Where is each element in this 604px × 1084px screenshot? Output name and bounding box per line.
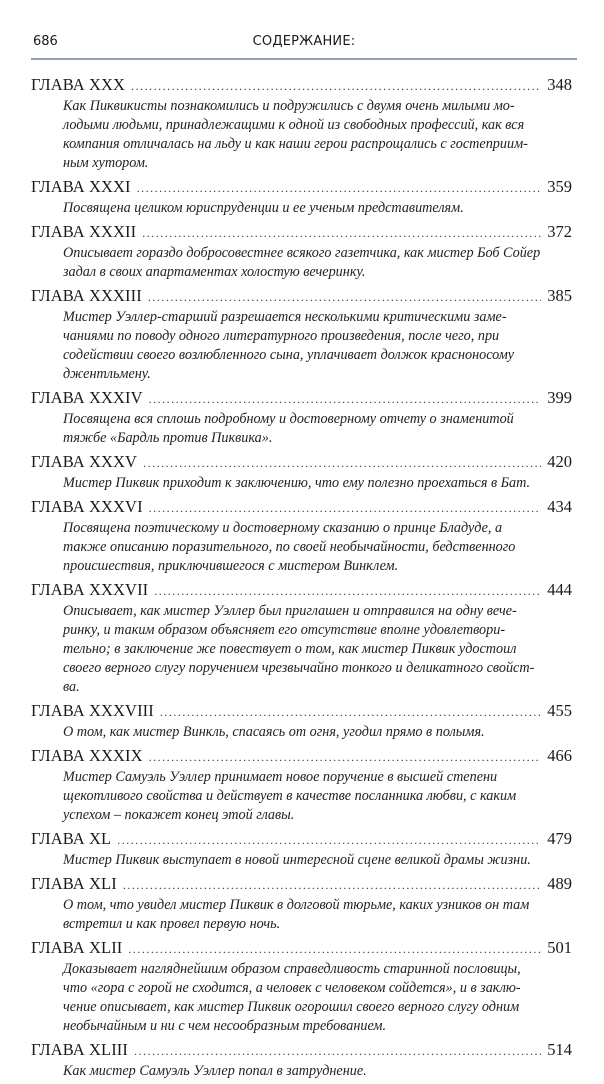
chapter-summary bbox=[63, 768, 532, 825]
chapter-title: ГЛАВА XXXIX bbox=[31, 746, 143, 765]
summary-line: тяжбе «Бардль против Пиквика». bbox=[63, 430, 273, 446]
chapter-page-number: 455 bbox=[547, 701, 572, 720]
chapter-summary bbox=[63, 199, 532, 218]
chapter-page-number: 385 bbox=[547, 286, 572, 305]
chapter-heading-line bbox=[31, 828, 572, 851]
summary-line: компания отличалась на льду и как наши герои распрощались с гостеприим- bbox=[63, 136, 528, 152]
chapter-title: ГЛАВА XLII bbox=[31, 938, 123, 957]
chapter-summary bbox=[63, 723, 532, 742]
toc-entry[interactable] bbox=[31, 828, 572, 870]
chapter-page-number: 372 bbox=[547, 222, 572, 241]
chapter-summary bbox=[63, 1062, 532, 1081]
toc-entry[interactable] bbox=[31, 285, 572, 384]
summary-line: щекотливого свойства и действует в качестве посланника любви, с каким bbox=[63, 788, 517, 804]
summary-line: задал в своих апартаментах холостую вечеринку. bbox=[63, 264, 366, 280]
toc-entry[interactable] bbox=[31, 496, 572, 576]
dot-leader bbox=[134, 1041, 541, 1062]
chapter-summary bbox=[63, 410, 532, 448]
dot-leader bbox=[137, 178, 542, 199]
dot-leader bbox=[149, 747, 542, 768]
summary-line: Посвящена целиком юриспруденции и ее ученым представителям. bbox=[63, 200, 464, 216]
toc-entry[interactable] bbox=[31, 745, 572, 825]
header-rule bbox=[31, 58, 577, 60]
chapter-heading-line bbox=[31, 176, 572, 199]
summary-line: чаниями по поводу одного литературного произведения, после чего, при bbox=[63, 328, 500, 344]
chapter-summary bbox=[63, 896, 532, 934]
summary-line: происшествия, приключившегося с мистером Винклем. bbox=[63, 558, 399, 574]
page-number: 686 bbox=[33, 34, 58, 49]
summary-line: джентльмену. bbox=[63, 366, 151, 382]
chapter-title: ГЛАВА XXXIII bbox=[31, 286, 142, 305]
chapter-heading-line bbox=[31, 745, 572, 768]
table-of-contents bbox=[31, 74, 572, 1084]
summary-line: Посвящена вся сплошь подробному и достоверному отчету о знаменитой bbox=[63, 411, 514, 427]
chapter-heading-line bbox=[31, 700, 572, 723]
chapter-page-number: 434 bbox=[547, 497, 572, 516]
dot-leader bbox=[143, 453, 541, 474]
summary-line: Мистер Уэллер-старший разрешается несколькими критическими заме- bbox=[63, 309, 507, 325]
chapter-title: ГЛАВА XXXVIII bbox=[31, 701, 154, 720]
summary-line: встретил и как провел первую ночь. bbox=[63, 916, 281, 932]
chapter-summary bbox=[63, 519, 532, 576]
summary-line: успехом – покажет конец этой главы. bbox=[63, 807, 295, 823]
running-head bbox=[31, 34, 577, 54]
toc-entry[interactable] bbox=[31, 937, 572, 1036]
dot-leader bbox=[149, 498, 542, 519]
page-title: СОДЕРЖАНИЕ: bbox=[252, 34, 356, 49]
chapter-page-number: 359 bbox=[547, 177, 572, 196]
dot-leader bbox=[154, 581, 541, 602]
chapter-summary bbox=[63, 602, 535, 697]
summary-line: Мистер Самуэль Уэллер принимает новое поручение в высшей степени bbox=[63, 769, 498, 785]
summary-line: ринку, и таким образом объясняет его отсутствие вполне удовлетвори- bbox=[63, 622, 506, 638]
chapter-page-number: 348 bbox=[547, 75, 572, 94]
summary-line: О том, как мистер Винкль, спасаясь от огня, угодил прямо в полымя. bbox=[63, 724, 485, 740]
toc-entry[interactable] bbox=[31, 1039, 572, 1081]
chapter-heading-line bbox=[31, 285, 572, 308]
summary-line: необычайным и ни с чем несообразным требованием. bbox=[63, 1018, 386, 1034]
chapter-title: ГЛАВА XXXII bbox=[31, 222, 137, 241]
summary-line: ным хутором. bbox=[63, 155, 149, 171]
toc-entry[interactable] bbox=[31, 873, 572, 934]
chapter-heading-line bbox=[31, 937, 572, 960]
chapter-page-number: 399 bbox=[547, 388, 572, 407]
chapter-page-number: 514 bbox=[547, 1040, 572, 1059]
toc-entry[interactable] bbox=[31, 700, 572, 742]
chapter-page-number: 420 bbox=[547, 452, 572, 471]
chapter-title: ГЛАВА XLIII bbox=[31, 1040, 128, 1059]
summary-line: Описывает гораздо добросовестнее всякого газетчика, как мистер Боб Сойер bbox=[63, 245, 541, 261]
chapter-page-number: 489 bbox=[547, 874, 572, 893]
dot-leader bbox=[123, 875, 541, 896]
summary-line: ва. bbox=[63, 679, 80, 695]
chapter-summary bbox=[63, 851, 532, 870]
chapter-summary bbox=[63, 244, 541, 282]
dot-leader bbox=[128, 939, 541, 960]
summary-line: Доказывает нагляднейшим образом справедливость старинной пословицы, bbox=[63, 961, 521, 977]
summary-line: чение описывает, как мистер Пиквик огорошил своего верного слугу одним bbox=[63, 999, 520, 1015]
toc-entry[interactable] bbox=[31, 451, 572, 493]
chapter-title: ГЛАВА XXXVI bbox=[31, 497, 143, 516]
summary-line: Мистер Пиквик приходит к заключению, что ему полезно проехаться в Бат. bbox=[63, 475, 531, 491]
dot-leader bbox=[148, 287, 541, 308]
chapter-title: ГЛАВА XXXVII bbox=[31, 580, 149, 599]
chapter-heading-line bbox=[31, 451, 572, 474]
summary-line: тельно; в заключение же повествует о том, как мистер Пиквик удостоил bbox=[63, 641, 517, 657]
toc-entry[interactable] bbox=[31, 387, 572, 448]
chapter-title: ГЛАВА XXXV bbox=[31, 452, 138, 471]
chapter-heading-line bbox=[31, 579, 572, 602]
summary-line: Мистер Пиквик выступает в новой интересной сцене великой драмы жизни. bbox=[63, 852, 531, 868]
chapter-page-number: 466 bbox=[547, 746, 572, 765]
chapter-heading-line bbox=[31, 1039, 572, 1062]
chapter-summary bbox=[63, 474, 532, 493]
chapter-heading-line bbox=[31, 74, 572, 97]
chapter-heading-line bbox=[31, 221, 572, 244]
chapter-title: ГЛАВА XXXIV bbox=[31, 388, 143, 407]
summary-line: О том, что увидел мистер Пиквик в долговой тюрьме, каких узников он там bbox=[63, 897, 530, 913]
toc-entry[interactable] bbox=[31, 221, 572, 282]
dot-leader bbox=[149, 389, 542, 410]
summary-line: Как Пиквикисты познакомились и подружились с двумя очень милыми мо- bbox=[63, 98, 515, 114]
summary-line: содействии своего возлюбленного сына, уплачивает должок красноносому bbox=[63, 347, 515, 363]
toc-entry[interactable] bbox=[31, 176, 572, 218]
chapter-page-number: 479 bbox=[547, 829, 572, 848]
toc-entry[interactable] bbox=[31, 74, 572, 173]
chapter-title: ГЛАВА XXX bbox=[31, 75, 126, 94]
summary-line: Как мистер Самуэль Уэллер попал в затруднение. bbox=[63, 1063, 367, 1079]
chapter-heading-line bbox=[31, 873, 572, 896]
summary-line: своего верного слугу поручением чрезвычайно тонкого и деликатного свойст- bbox=[63, 660, 535, 676]
summary-line: лодыми людьми, принадлежащими к одной из свободных профессий, как вся bbox=[63, 117, 525, 133]
summary-line: Описывает, как мистер Уэллер был приглашен и отправился на одну вече- bbox=[63, 603, 517, 619]
dot-leader bbox=[131, 76, 541, 97]
chapter-title: ГЛАВА XL bbox=[31, 829, 112, 848]
chapter-title: ГЛАВА XXXI bbox=[31, 177, 131, 196]
chapter-page-number: 444 bbox=[547, 580, 572, 599]
toc-entry[interactable] bbox=[31, 579, 572, 697]
summary-line: что «гора с горой не сходится, а человек с человеком сойдется», и в заклю- bbox=[63, 980, 521, 996]
chapter-summary bbox=[63, 960, 532, 1036]
dot-leader bbox=[117, 830, 541, 851]
chapter-heading-line bbox=[31, 387, 572, 410]
dot-leader bbox=[142, 223, 541, 244]
chapter-heading-line bbox=[31, 496, 572, 519]
summary-line: Посвящена поэтическому и достоверному сказанию о принце Бладуде, а bbox=[63, 520, 503, 536]
chapter-summary bbox=[63, 308, 532, 384]
chapter-title: ГЛАВА XLI bbox=[31, 874, 117, 893]
summary-line: также описанию поразительного, по своей необычайности, бедственного bbox=[63, 539, 516, 555]
chapter-summary bbox=[63, 97, 532, 173]
chapter-page-number: 501 bbox=[547, 938, 572, 957]
dot-leader bbox=[160, 702, 541, 723]
